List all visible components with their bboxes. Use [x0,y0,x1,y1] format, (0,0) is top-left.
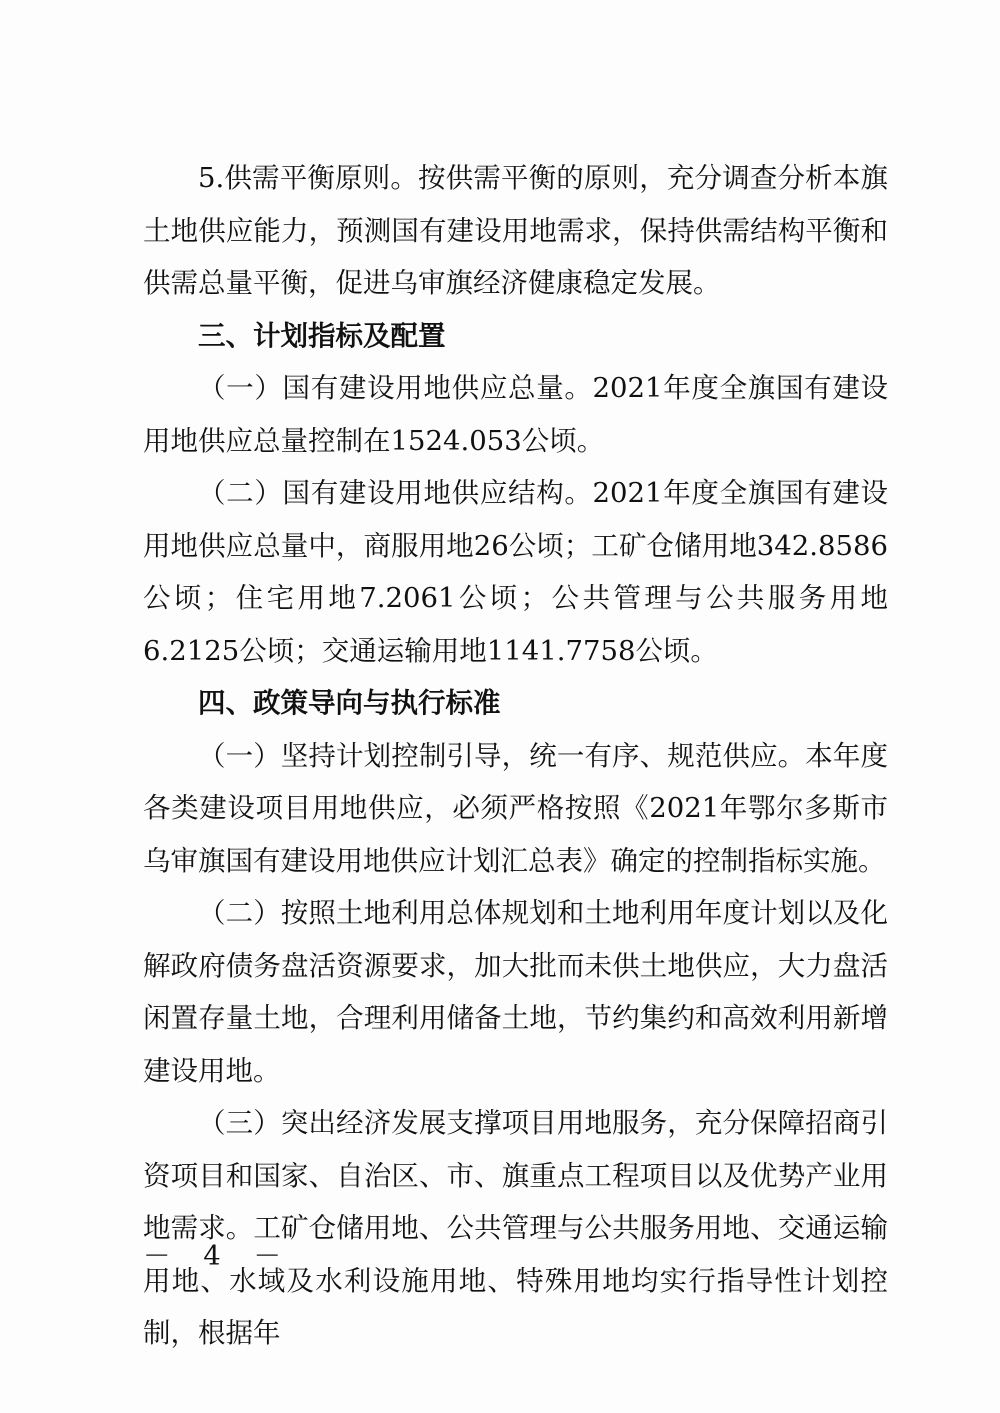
section-heading-plan-indicators: 三、计划指标及配置 [198,319,446,352]
paragraph-supply-demand-principle: 5.供需平衡原则。按供需平衡的原则，充分调查分析本旗土地供应能力，预测国有建设用地需求，保持供需结构平衡和供需总量平衡，促进乌审旗经济健康稳定发展。 [143,162,888,299]
document-body [143,152,888,1360]
page-number: － 4 － [143,1240,293,1272]
paragraph-plan-control: （一）坚持计划控制引导，统一有序、规范供应。本年度各类建设项目用地供应，必须严格按照《2021年鄂尔多斯市乌审旗国有建设用地供应计划汇总表》确定的控制指标实施。 [143,739,888,877]
paragraph-project-land-service: （三）突出经济发展支撑项目用地服务，充分保障招商引资项目和国家、自治区、市、旗重点工程项目以及优势产业用地需求。工矿仓储用地、公共管理与公共服务用地、交通运输用地、水域及水利设施用地、特殊用地均实行指导性计划控制，根据年 [143,1107,888,1349]
paragraph-total-supply: （一）国有建设用地供应总量。2021年度全旗国有建设用地供应总量控制在1524.053公顷。 [143,372,888,457]
section-heading-policy-guidance: 四、政策导向与执行标准 [198,687,501,719]
paragraph-land-use-planning: （二）按照土地利用总体规划和土地利用年度计划以及化解政府债务盘活资源要求，加大批而未供土地供应，大力盘活闲置存量土地，合理利用储备土地，节约集约和高效利用新增建设用地。 [143,897,888,1087]
paragraph-supply-structure: （二）国有建设用地供应结构。2021年度全旗国有建设用地供应总量中，商服用地26公顷；工矿仓储用地342.8586公顷；住宅用地7.2061公顷；公共管理与公共服务用地6.2125公顷；交通运输用地1141.7758公顷。 [143,477,888,667]
